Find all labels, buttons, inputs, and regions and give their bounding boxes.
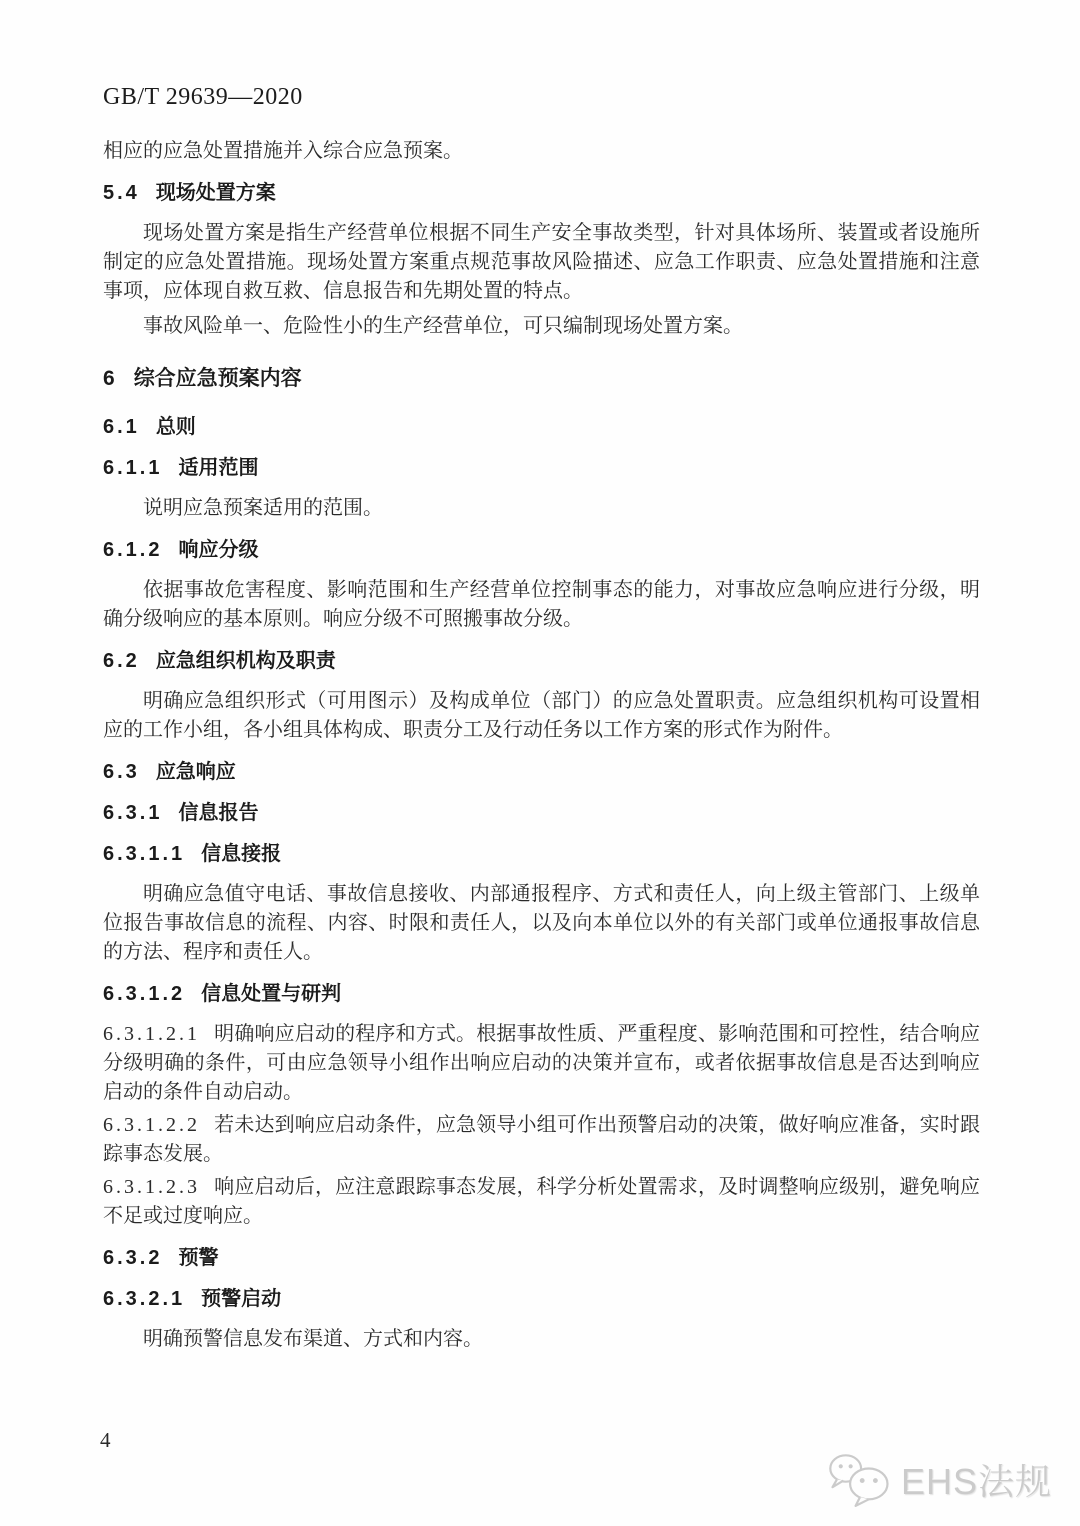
section-heading-6-3-2-1 [103, 1286, 980, 1313]
clause-title: 现场处置方案 [155, 182, 276, 204]
clause-number: 6.1.1 [103, 457, 163, 479]
standard-number-header: GB/T 29639—2020 [103, 84, 303, 110]
section-heading-6-1-2 [103, 537, 980, 564]
section-heading-6-2 [103, 648, 980, 675]
paragraph: 事故风险单一、危险性小的生产经营单位，可只编制现场处置方案。 [143, 315, 743, 337]
clause-number: 6.3 [103, 761, 140, 783]
clause-title: 应急响应 [155, 761, 236, 783]
clause-number: 6.1.2 [103, 539, 163, 561]
paragraph: 相应的应急处置措施并入综合应急预案。 [103, 140, 463, 162]
paragraph: 明确预警信息发布渠道、方式和内容。 [143, 1328, 483, 1350]
chapter-heading-6 [103, 365, 980, 392]
numbered-clause [103, 1111, 980, 1169]
wechat-icon [827, 1452, 893, 1507]
clause-title: 应急组织机构及职责 [155, 650, 336, 672]
clause-number: 6.3.1.2.2 [103, 1114, 200, 1136]
paragraph: 明确应急值守电话、事故信息接收、内部通报程序、方式和责任人，向上级主管部门、上级单位报告事故信息的流程、内容、时限和责任人，以及向本单位以外的有关部门或单位通报事故信息的方法、程序和责任人。 [103, 883, 980, 963]
clause-title: 预警 [178, 1247, 219, 1269]
watermark-text: EHS法规 [900, 1461, 1052, 1502]
section-heading-6-1-1 [103, 455, 980, 482]
section-heading-5-4 [103, 180, 980, 207]
clause-number: 6.2 [103, 650, 140, 672]
section-heading-6-1 [103, 414, 980, 441]
clause-title: 信息报告 [178, 802, 259, 824]
paragraph: 依据事故危害程度、影响范围和生产经营单位控制事态的能力，对事故应急响应进行分级，明确分级响应的基本原则。响应分级不可照搬事故分级。 [103, 579, 980, 630]
clause-number: 6.3.2 [103, 1247, 163, 1269]
clause-text: 若未达到响应启动条件，应急领导小组可作出预警启动的决策，做好响应准备，实时跟踪事态发展。 [103, 1114, 980, 1165]
clause-number: 6.3.1.2.1 [103, 1023, 200, 1045]
watermark [827, 1452, 1052, 1507]
numbered-clause [103, 1173, 980, 1231]
section-heading-6-3-1 [103, 800, 980, 827]
clause-title: 响应分级 [178, 539, 259, 561]
clause-title: 预警启动 [201, 1288, 282, 1310]
clause-number: 5.4 [103, 182, 140, 204]
clause-text: 明确响应启动的程序和方式。根据事故性质、严重程度、影响范围和可控性，结合响应分级明确的条件，可由应急领导小组作出响应启动的决策并宣布，或者依据事故信息是否达到响应启动的条件自动启动。 [103, 1023, 980, 1103]
clause-number: 6.3.2.1 [103, 1288, 186, 1310]
clause-number: 6.3.1 [103, 802, 163, 824]
clause-title: 适用范围 [178, 457, 259, 479]
clause-number: 6.3.1.2 [103, 983, 186, 1005]
paragraph: 说明应急预案适用的范围。 [143, 497, 383, 519]
page-number: 4 [100, 1428, 111, 1452]
section-heading-6-3-1-2 [103, 981, 980, 1008]
numbered-clause [103, 1020, 980, 1107]
clause-text: 响应启动后，应注意跟踪事态发展，科学分析处置需求，及时调整响应级别，避免响应不足或过度响应。 [103, 1176, 980, 1227]
paragraph: 现场处置方案是指生产经营单位根据不同生产安全事故类型，针对具体场所、装置或者设施所制定的应急处置措施。现场处置方案重点规范事故风险描述、应急工作职责、应急处置措施和注意事项，应体现自救互救、信息报告和先期处置的特点。 [103, 222, 980, 302]
clause-title: 信息接报 [201, 843, 282, 865]
section-heading-6-3 [103, 759, 980, 786]
paragraph: 明确应急组织形式（可用图示）及构成单位（部门）的应急处置职责。应急组织机构可设置相应的工作小组，各小组具体构成、职责分工及行动任务以工作方案的形式作为附件。 [103, 690, 980, 741]
clause-number: 6 [103, 367, 118, 390]
clause-number: 6.3.1.1 [103, 843, 186, 865]
section-heading-6-3-1-1 [103, 841, 980, 868]
clause-number: 6.1 [103, 416, 140, 438]
clause-title: 综合应急预案内容 [133, 367, 302, 390]
clause-number: 6.3.1.2.3 [103, 1176, 200, 1198]
clause-title: 总则 [155, 416, 196, 438]
section-heading-6-3-2 [103, 1245, 980, 1272]
clause-title: 信息处置与研判 [201, 983, 342, 1005]
